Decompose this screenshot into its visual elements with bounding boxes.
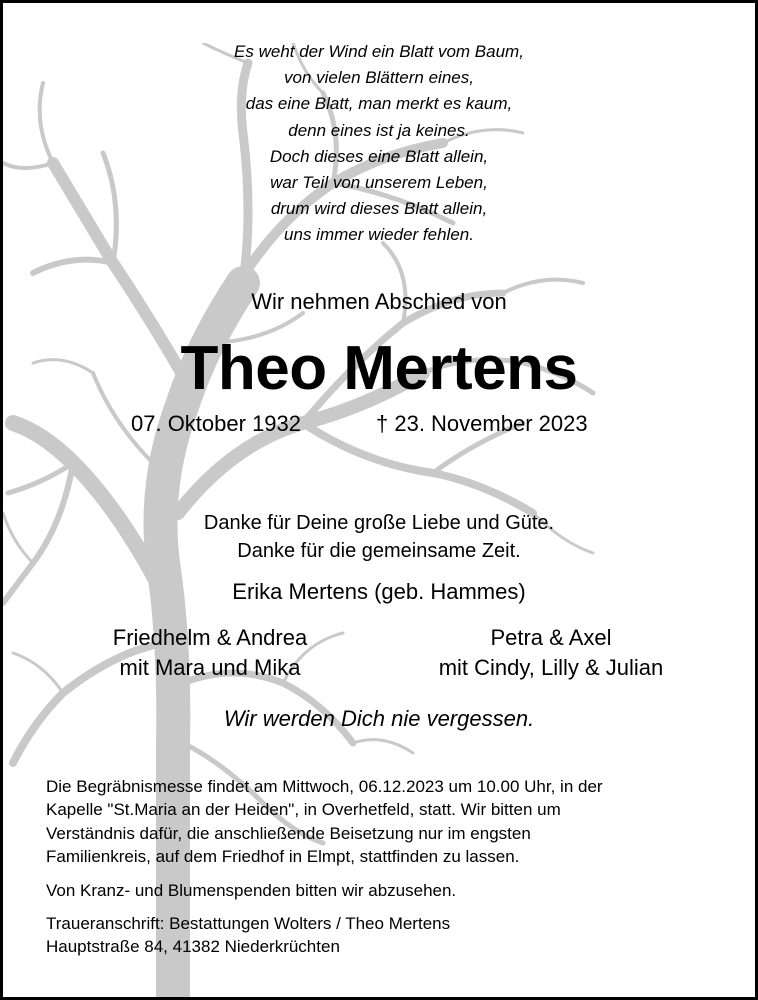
death-date: † 23. November 2023 [376,411,588,436]
poem-line: drum wird dieses Blatt allein, [270,199,488,219]
poem-line: uns immer wieder fehlen. [284,225,474,245]
family-line: Petra & Axel [490,625,612,650]
poem-line: Es weht der Wind ein Blatt vom Baum, [234,42,524,61]
deceased-name: Theo Mertens [180,334,578,403]
address-line: Hauptstraße 84, 41382 Niederkrüchten [46,937,340,957]
notice-line: Die Begräbnismesse findet am Mittwoch, 06.12.2023 um 10.00 Uhr, in der [46,777,603,796]
poem-line: das eine Blatt, man merkt es kaum, [245,94,513,114]
poem-line: von vielen Blättern eines, [284,68,474,88]
family-line: Friedhelm & Andrea [112,625,308,650]
farewell-intro: Wir nehmen Abschied von [251,289,507,314]
notice-line: Familienkreis, auf dem Friedhof in Elmpt, stattfinden zu lassen. [46,847,520,867]
thanks-line: Danke für die gemeinsame Zeit. [237,540,521,562]
poem-line: Doch dieses eine Blatt allein, [269,146,489,166]
funeral-notice [46,775,736,959]
notice-line: Kapelle "St.Maria an der Heiden", in Overhetfeld, statt. Wir bitten um [46,800,561,820]
birth-date: 07. Oktober 1932 [131,411,302,436]
thanks-text [3,509,755,565]
closing-line: Wir werden Dich nie vergessen. [223,706,535,731]
flowers-note: Von Kranz- und Blumenspenden bitten wir abzusehen. [46,880,457,900]
poem [3,39,755,249]
poem-line: denn eines ist ja keines. [288,120,470,140]
family-line: mit Cindy, Lilly & Julian [438,655,664,680]
address-line: Traueranschrift: Bestattungen Wolters / Theo Mertens [46,914,451,934]
family-left [60,623,360,683]
poem-line: war Teil von unserem Leben, [270,172,488,192]
family-line: mit Mara und Mika [119,655,301,680]
family-right [401,623,701,683]
notice-line: Verständnis dafür, die anschließende Beisetzung nur im engsten [46,823,531,843]
widow-name: Erika Mertens (geb. Hammes) [232,579,526,604]
thanks-line: Danke für Deine große Liebe und Güte. [203,512,555,534]
